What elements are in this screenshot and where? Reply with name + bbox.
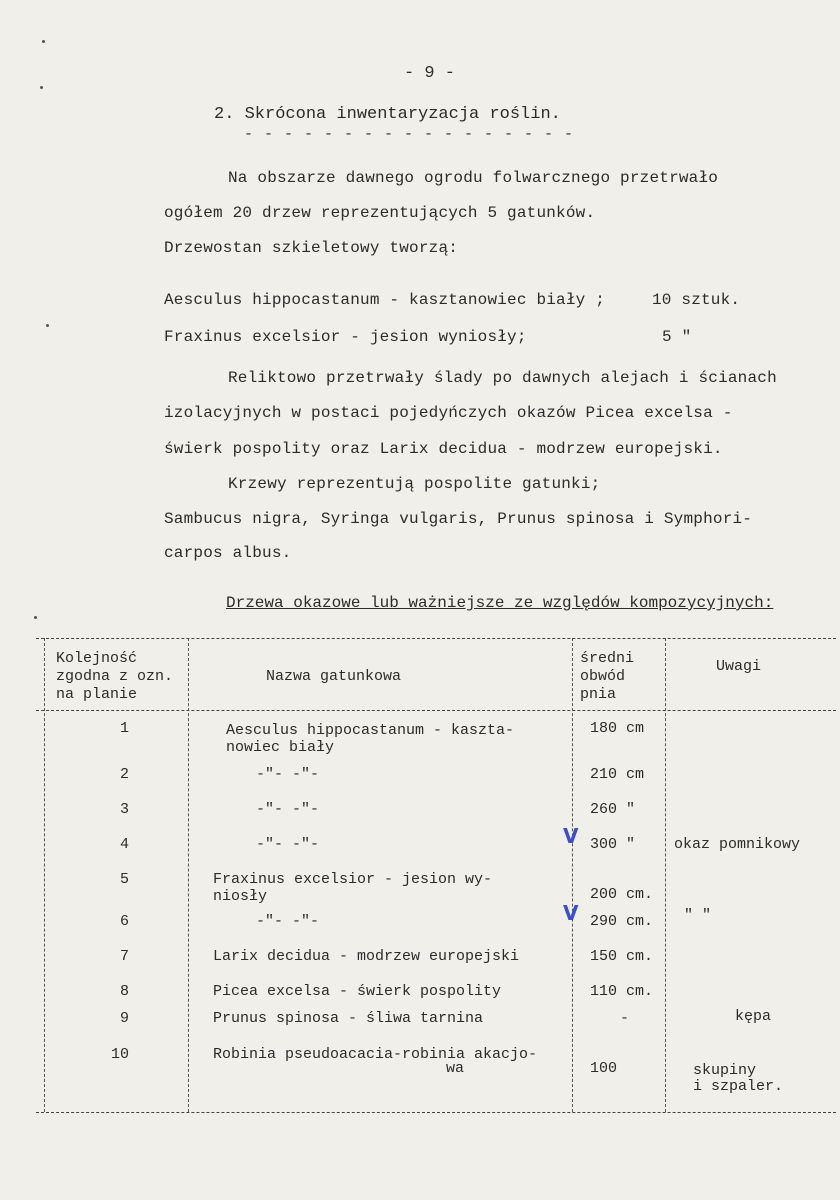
header-remarks: Uwagi [716,658,762,675]
header-order-line-1: Kolejność [56,650,138,667]
page-number: - 9 - [404,64,456,83]
table-caption: Drzewa okazowe lub ważniejsze ze względów kompozycyjnych: [226,594,774,612]
row-number: 9 [120,1010,130,1027]
table-col-divider [572,638,573,1112]
species-line-2: Fraxinus excelsior - jesion wyniosły; [164,328,527,346]
paper-speck [34,616,37,619]
section-heading: 2. Skrócona inwentaryzacja roślin. [214,105,561,124]
row-girth: 110 cm. [590,983,654,1000]
row-number: 5 [120,871,130,888]
row-species-line-1: Larix decidua - modrzew europejski [213,948,520,965]
row-species-line-1: -"- -"- [256,801,320,818]
row-species-line-1: Picea excelsa - świerk pospolity [213,983,502,1000]
row-species-line-1: Prunus spinosa - śliwa tarnina [213,1010,484,1027]
paragraph-3-line-3: carpos albus. [164,544,292,562]
row-species-line-1: Fraxinus excelsior - jesion wy- [213,871,493,888]
table-header-rule [36,710,836,711]
paper-speck [40,86,43,89]
inventory-table [0,620,840,1120]
row-girth: 300 " [590,836,636,853]
species-line-1-count: 10 sztuk. [652,291,741,309]
row-girth: 150 cm. [590,948,654,965]
header-girth-line-3: pnia [580,686,617,703]
row-species-line-1: -"- -"- [256,913,320,930]
row-girth: 210 cm [590,766,645,783]
paragraph-3-line-2: Sambucus nigra, Syringa vulgaris, Prunus spinosa i Symphori- [164,510,753,528]
header-order-line-3: na planie [56,686,138,703]
row-girth: 180 cm [590,720,645,737]
paragraph-1-line-2: ogółem 20 drzew reprezentujących 5 gatunków. [164,204,596,222]
row-number: 6 [120,913,130,930]
table-bottom-rule [36,1112,836,1113]
paragraph-2-line-1: Reliktowo przetrwały ślady po dawnych alejach i ścianach [228,369,777,387]
row-species-line-1: -"- -"- [256,836,320,853]
row-girth: 200 cm. [590,886,654,903]
row-number: 10 [111,1046,130,1063]
row-number: 1 [120,720,130,737]
row-remarks: " " [684,907,712,924]
header-girth-line-1: średni [580,650,635,667]
header-species-name: Nazwa gatunkowa [266,668,402,685]
row-remarks: kępa [735,1008,772,1025]
paragraph-2-line-2: izolacyjnych w postaci pojedyńczych okazów Picea excelsa - [164,404,733,422]
row-number: 8 [120,983,130,1000]
row-number: 7 [120,948,130,965]
table-col-divider [188,638,189,1112]
table-top-rule [36,638,836,639]
row-number: 4 [120,836,130,853]
header-girth-line-2: obwód [580,668,626,685]
paragraph-1-line-3: Drzewostan szkieletowy tworzą: [164,239,459,257]
check-mark-icon: V [563,901,579,925]
row-species-line-1: Robinia pseudoacacia-robinia akacjo- [213,1046,538,1063]
heading-underline: - - - - - - - - - - - - - - - - - [244,126,575,143]
table-col-divider [44,638,45,1112]
paragraph-3-line-1: Krzewy reprezentują pospolite gatunki; [228,475,601,493]
table-col-divider [665,638,666,1112]
row-species-line-2: nowiec biały [226,739,335,756]
row-remarks: okaz pomnikowy [674,836,801,853]
row-number: 3 [120,801,130,818]
header-order-line-2: zgodna z ozn. [56,668,174,685]
row-girth: - [620,1010,630,1027]
row-species-line-1: Aesculus hippocastanum - kaszta- [226,722,515,739]
row-species-line-2: wa [446,1060,465,1077]
row-girth: 100 [590,1060,618,1077]
paper-speck [42,40,45,43]
paper-speck [46,324,49,327]
species-line-2-count: 5 " [662,328,692,346]
row-girth: 260 " [590,801,636,818]
row-number: 2 [120,766,130,783]
paragraph-2-line-3: świerk pospolity oraz Larix decidua - modrzew europejski. [164,440,723,458]
row-remarks-line-1: skupiny [693,1062,757,1079]
check-mark-icon: V [563,824,579,848]
row-species-line-1: -"- -"- [256,766,320,783]
row-species-line-2: niosły [213,888,268,905]
species-line-1: Aesculus hippocastanum - kasztanowiec biały ; [164,291,606,309]
row-remarks-line-2: i szpaler. [693,1078,784,1095]
row-girth: 290 cm. [590,913,654,930]
paragraph-1-line-1: Na obszarze dawnego ogrodu folwarcznego przetrwało [228,169,719,187]
